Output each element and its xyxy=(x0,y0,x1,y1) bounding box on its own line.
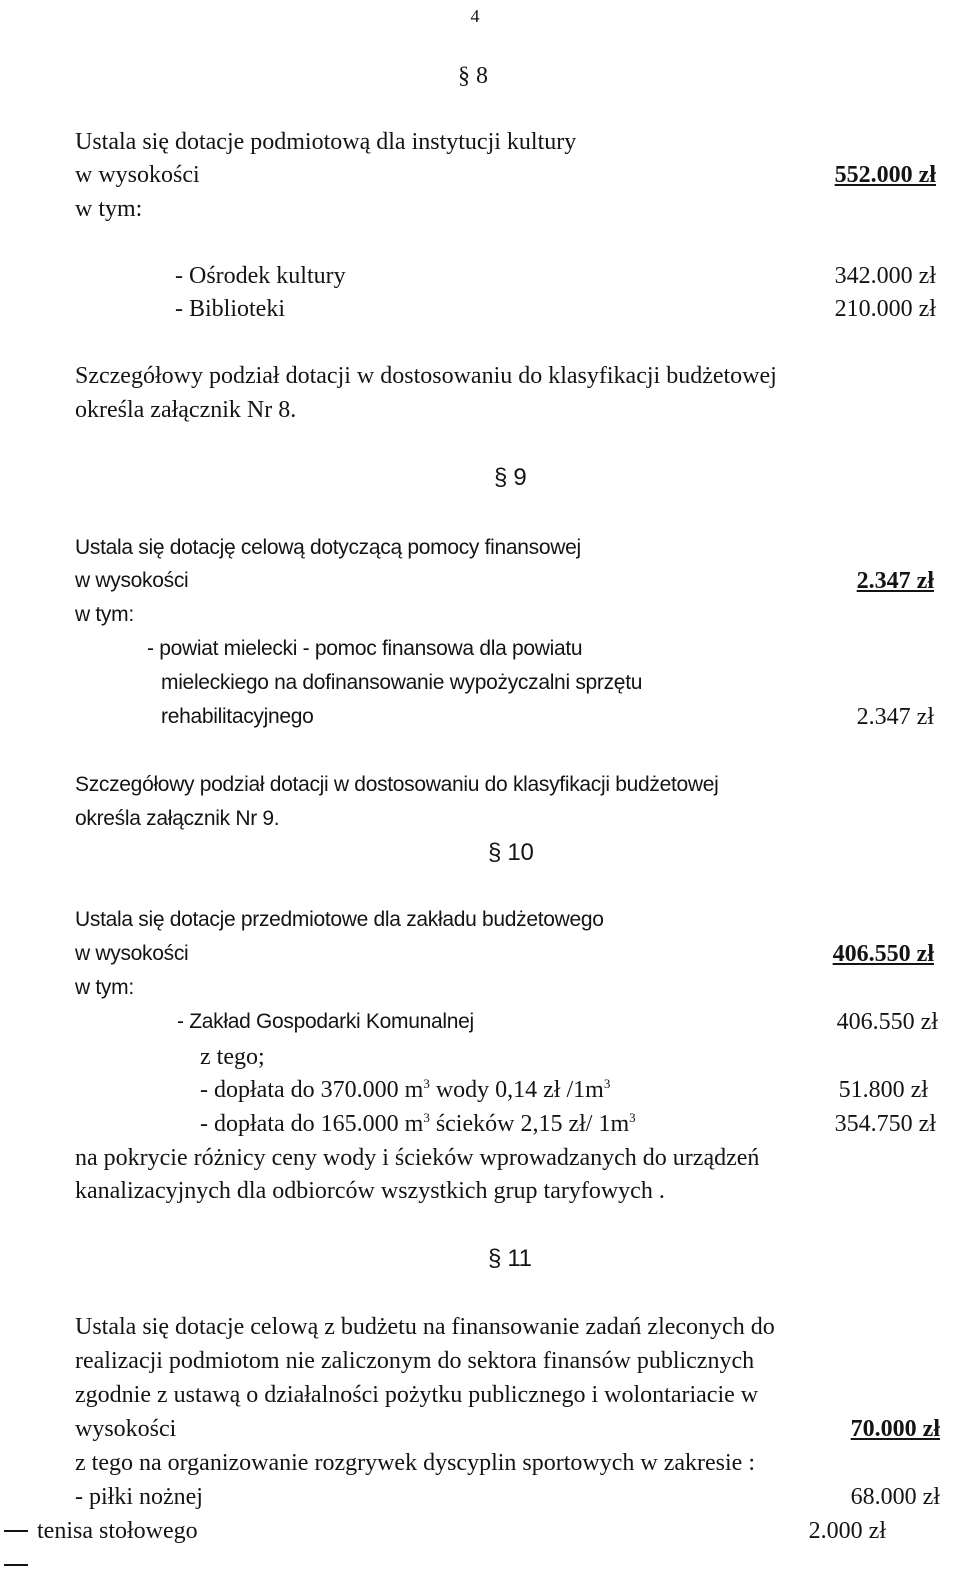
s10-note2: kanalizacyjnych dla odbiorców wszystkich grup taryfowych . xyxy=(75,1178,665,1204)
s11-item-value: 68.000 zł xyxy=(850,1484,940,1510)
s9-item-line3: rehabilitacyjnego xyxy=(161,705,314,728)
s10-sub2-text-b: ścieków 2,15 zł/ 1m xyxy=(429,1111,630,1137)
s9-note1: Szczegółowy podział dotacji w dostosowaniu do klasyfikacji budżetowej xyxy=(75,773,719,796)
s8-amount-label: w wysokości xyxy=(75,162,200,188)
page-number: 4 xyxy=(470,6,480,26)
list-dash xyxy=(4,1564,28,1566)
s11-line2: realizacji podmiotom nie zaliczonym do sektora finansów publicznych xyxy=(75,1348,755,1374)
superscript: 3 xyxy=(603,1076,611,1091)
s11-item-label: - piłki nożnej xyxy=(75,1484,203,1510)
superscript: 3 xyxy=(423,1110,430,1125)
s11-line1: Ustala się dotacje celową z budżetu na finansowanie zadań zleconych do xyxy=(75,1314,775,1340)
s10-sub2-text-a: - dopłata do 165.000 m xyxy=(200,1111,424,1137)
s10-note1: na pokrycie różnicy ceny wody i ścieków wprowadzanych do urządzeń xyxy=(75,1145,760,1171)
s9-item-line1: - powiat mielecki - pomoc finansowa dla powiatu xyxy=(147,637,583,660)
list-dash xyxy=(4,1530,28,1532)
s11-line3: zgodnie z ustawą o działalności pożytku publicznego i wolontariacie w xyxy=(75,1382,759,1408)
section-9-heading: § 9 xyxy=(494,464,527,491)
s10-sub2 xyxy=(200,1110,636,1138)
s9-wtym: w tym: xyxy=(75,603,134,626)
section-10-heading: § 10 xyxy=(488,839,534,866)
s10-line1: Ustala się dotacje przedmiotowe dla zakładu budżetowego xyxy=(75,908,604,931)
s8-note2: określa załącznik Nr 8. xyxy=(75,397,297,423)
s9-line1: Ustala się dotację celową dotyczącą pomocy finansowej xyxy=(75,536,581,559)
s8-item-label: - Ośrodek kultury xyxy=(175,263,346,289)
s11-ztego: z tego na organizowanie rozgrywek dyscyplin sportowych w zakresie : xyxy=(75,1450,756,1476)
s9-item-value: 2.347 zł xyxy=(856,704,934,730)
s10-sub1 xyxy=(200,1076,610,1104)
s9-item-line2: mieleckiego na dofinansowanie wypożyczalni sprzętu xyxy=(161,671,643,694)
s8-item-value: 210.000 zł xyxy=(834,296,936,322)
s10-item: - Zakład Gospodarki Komunalnej xyxy=(177,1010,474,1033)
s10-wtym: w tym: xyxy=(75,976,134,999)
s8-line1: Ustala się dotacje podmiotową dla instytucji kultury xyxy=(75,129,577,155)
s11-item-value: 2.000 zł xyxy=(808,1518,886,1544)
s11-amount: 70.000 zł xyxy=(850,1416,940,1442)
s10-sub1-text-a: - dopłata do 370.000 m xyxy=(200,1077,424,1103)
s10-sub1-value: 51.800 zł xyxy=(838,1077,928,1103)
superscript: 3 xyxy=(423,1076,430,1091)
s10-item-value: 406.550 zł xyxy=(836,1009,938,1035)
s10-amount-label: w wysokości xyxy=(75,942,189,965)
superscript: 3 xyxy=(629,1110,636,1125)
s8-item-value: 342.000 zł xyxy=(834,263,936,289)
s8-item-label: - Biblioteki xyxy=(175,296,285,322)
s9-amount: 2.347 zł xyxy=(856,568,934,594)
section-8-heading: § 8 xyxy=(458,63,488,89)
s10-ztego: z tego; xyxy=(200,1044,265,1070)
s10-amount: 406.550 zł xyxy=(832,941,934,967)
s8-wtym: w tym: xyxy=(75,196,143,222)
s8-amount: 552.000 zł xyxy=(834,162,936,188)
s11-amount-label: wysokości xyxy=(75,1416,177,1442)
s10-sub1-text-b: wody 0,14 zł /1m xyxy=(429,1077,604,1103)
s9-amount-label: w wysokości xyxy=(75,569,189,592)
s9-note2: określa załącznik Nr 9. xyxy=(75,807,280,830)
section-11-heading: § 11 xyxy=(488,1245,532,1272)
s8-note1: Szczegółowy podział dotacji w dostosowaniu do klasyfikacji budżetowej xyxy=(75,363,777,389)
s10-sub2-value: 354.750 zł xyxy=(834,1111,936,1137)
s11-item-label: tenisa stołowego xyxy=(37,1518,198,1544)
